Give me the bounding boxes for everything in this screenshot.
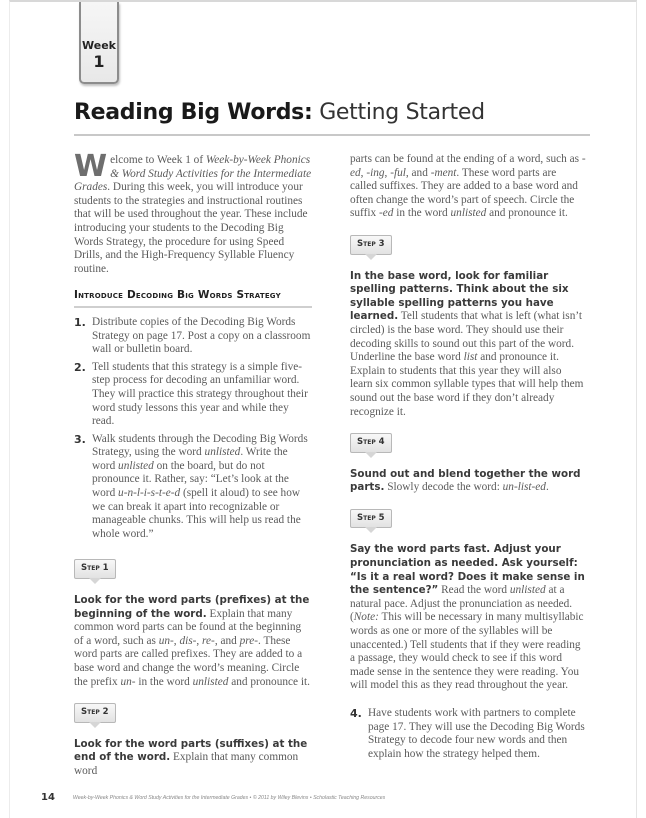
right-column [350, 153, 586, 765]
list-item: 1. Distribute copies of the Decoding Big Words Strategy on page 17. Post a copy on a classroom wall or bulletin board. [74, 315, 311, 356]
week-number: 1 [93, 52, 105, 71]
left-column [74, 149, 312, 779]
list-item: 4. Have students work with partners to complete page 17. They will use the Decoding Big Words Strategy to decode four new words and then explain how the strategy helped them. [350, 707, 585, 760]
book-title: Week-by-Week Phonics & Word Study Activities for the Intermediate Grades [74, 154, 312, 194]
step-3-badge: Step 3 [350, 235, 392, 255]
step-1-text: Look for the word parts (prefixes) at the beginning of the word. Explain that many common word parts can be found at the beginning of a word, such as un-, dis-, re-, and pre-. These word parts are called prefixes. They are added to a base word and change the word’s meaning. Circle the prefix un- in the word unlisted and pronounce it. [74, 594, 310, 688]
document-page [9, 0, 637, 818]
page-number: 14 [41, 792, 55, 803]
step-4-badge: Step 4 [350, 433, 392, 453]
step-5-badge: Step 5 [350, 509, 392, 529]
page-footer [41, 787, 621, 805]
page-title-bold: Reading Big Words: [74, 100, 313, 125]
page-title [74, 100, 485, 125]
week-label: Week [82, 39, 116, 52]
page-title-light: Getting Started [319, 100, 485, 125]
drop-cap: W [74, 149, 108, 184]
list-item: 3. Walk students through the Decoding Big Words Strategy, using the word unlisted. Write the word unlisted on the board, but do not pronounce it. Rather, say: “Let’s look at the word u-n-l-i-s-t-e-d (spell it aloud) to see how we can break it apart into recognizable or manageable chunks. This will help us read the whole word.” [74, 432, 308, 540]
title-divider [74, 134, 590, 136]
intro-paragraph: Welcome to Week 1 of Week-by-Week Phonics & Word Study Activities for the Intermediate Grades. During this week, you will introduce your students to the strategies and instructional routines that will be used throughout the year. These include introducing your students to the Decoding Big Words Strategy, the procedure for using Speed Drills, and the High-Frequency Syllable Fluency routine. [74, 149, 312, 275]
instruction-list-cont [350, 707, 586, 761]
week-tab [79, 2, 119, 84]
section-heading: Introduce Decoding Big Words Strategy [74, 289, 312, 308]
instruction-list [74, 316, 312, 542]
footer-credit: Week-by-Week Phonics & Word Study Activities for the Intermediate Grades • © 2011 by Wiley Blevins • Scholastic Teaching Resources [72, 795, 386, 801]
step-2-text-start: Look for the word parts (suffixes) at the end of the word. Explain that many common word [74, 737, 308, 777]
step-1-badge: Step 1 [74, 559, 116, 579]
step-5-text: Say the word parts fast. Adjust your pronunciation as needed. Ask yourself: “Is it a real word? Does it make sense in the sentence?” Read the word unlisted at a natural pace. Adjust the pronunciation as needed. (Note: This will be necessary in many multisyllabic words as one or more of the syllables will be unaccented.) Tell students that if they were reading a passage, they would check to see if this word made sense in the sentence they were reading. You will model this as they read throughout the year. [350, 543, 585, 692]
step-2-text-cont: parts can be found at the ending of a word, such as -ed, -ing, -ful, and -ment. These word parts are called suffixes. They are added to a base word and often change the word’s part of speech. Circle the suffix -ed in the word unlisted and pronounce it. [350, 153, 586, 220]
list-item: 2. Tell students that this strategy is a simple five-step process for decoding an unfamiliar word. They will practice this strategy throughout their word study lessons this year and while they read. [74, 360, 308, 428]
step-4-text: Sound out and blend together the word parts. Slowly decode the word: un-list-ed. [350, 467, 581, 494]
step-2-badge: Step 2 [74, 703, 116, 723]
step-3-text: In the base word, look for familiar spelling patterns. Think about the six syllable spelling patterns you have learned. Tell students that what is left (what isn’t circled) is the base word. They should use their decoding skills to sound out this part of the word. Underline the base word list and pronounce it. Explain to students that this year they will also learn six common syllable types that will help them sound out the base word if they don’t already recognize it. [350, 269, 584, 418]
